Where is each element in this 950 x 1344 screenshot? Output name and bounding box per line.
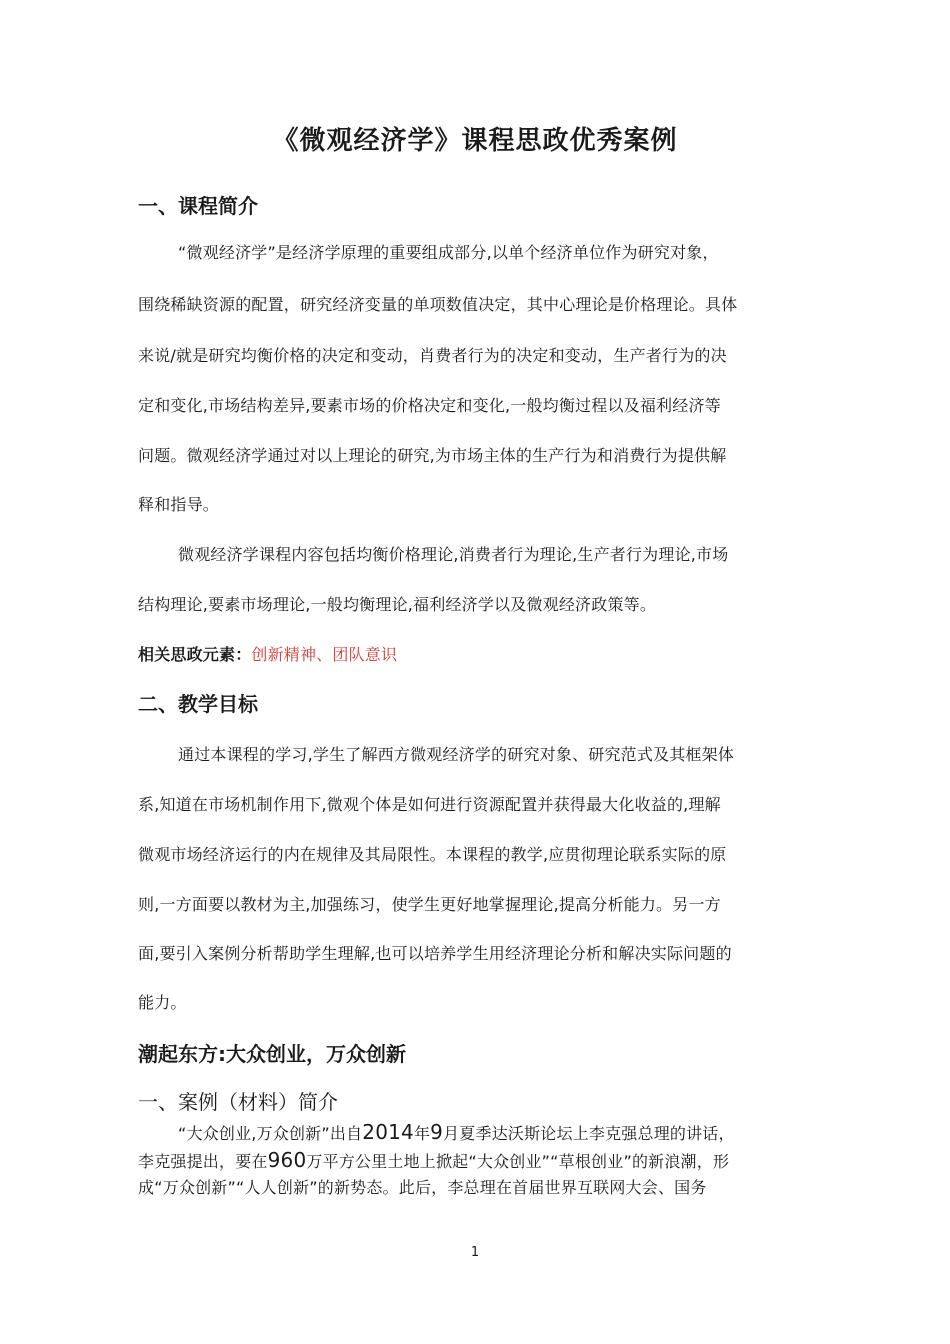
paragraph-line: 通过本课程的学习,学生了解西方微观经济学的研究对象、研究范式及其框架体: [178, 745, 735, 764]
case-heading: 潮起东方:大众创业，万众创新: [138, 1042, 406, 1066]
paragraph-line: 定和变化,市场结构差异,要素市场的价格决定和变化,一般均衡过程以及福利经济等: [138, 396, 721, 415]
paragraph-line: 结构理论,要素市场理论,一般均衡理论,福利经济学以及微观经济政策等。: [138, 595, 657, 614]
paragraph-line: 微观经济学课程内容包括均衡价格理论,消费者行为理论,生产者行为理论,市场: [178, 545, 729, 564]
section-heading-teaching-goals: 二、教学目标: [138, 692, 258, 716]
case-sub-heading: 一、案例（材料）简介: [138, 1090, 338, 1114]
paragraph-line: 系,知道在市场机制作用下,微观个体是如何进行资源配置并获得最大化收益的,理解: [138, 795, 721, 814]
paragraph-line: 问题。微观经济学通过对以上理论的研究,为市场主体的生产行为和消费行为提供解: [138, 446, 727, 465]
paragraph-line: 则,一方面要以教材为主,加强练习，使学生更好地掌握理论,提高分析能力。另一方: [138, 895, 721, 914]
paragraph-line: 来说/就是研究均衡价格的决定和变动，肖费者行为的决定和变动，生产者行为的决: [138, 346, 727, 365]
ideology-elements-label: 相关思政元素：: [138, 645, 252, 664]
document-title: 《微观经济学》课程思政优秀案例: [272, 126, 678, 156]
paragraph-line: 面,要引入案例分析帮助学生理解,也可以培养学生用经济理论分析和解决实际问题的: [138, 944, 732, 963]
paragraph-line: 释和指导。: [138, 495, 220, 514]
paragraph-line: 微观市场经济运行的内在规律及其局限性。本课程的教学,应贯彻理论联系实际的原: [138, 845, 727, 864]
ideology-elements: [138, 642, 818, 665]
year-number: 2014: [362, 1120, 414, 1144]
page-number: 1: [470, 1245, 480, 1260]
area-number: 960: [267, 1148, 307, 1172]
paragraph-line: 围绕稀缺资源的配置，研究经济变量的单项数值决定，其中心理论是价格理论。具体: [138, 295, 738, 314]
section-heading-course-intro: 一、课程简介: [138, 194, 258, 218]
paragraph-line: “微观经济学”是经济学原理的重要组成部分,以单个经济单位作为研究对象，: [178, 243, 719, 262]
month-number: 9: [430, 1120, 444, 1144]
case-paragraph-line: “大众创业,万众创新”出自2014年9月夏季达沃斯论坛上李克强总理的讲话，: [178, 1120, 735, 1144]
case-paragraph-line: 成“万众创新”“人人创新”的新势态。此后，李总理在首届世界互联网大会、国务: [138, 1178, 707, 1197]
ideology-elements-value: 创新精神、团队意识: [251, 645, 398, 664]
paragraph-line: 能力。: [138, 993, 187, 1012]
case-paragraph-line: 李克强提出，要在960万平方公里土地上掀起“大众创业”“草根创业”的新浪潮，形: [138, 1148, 730, 1172]
